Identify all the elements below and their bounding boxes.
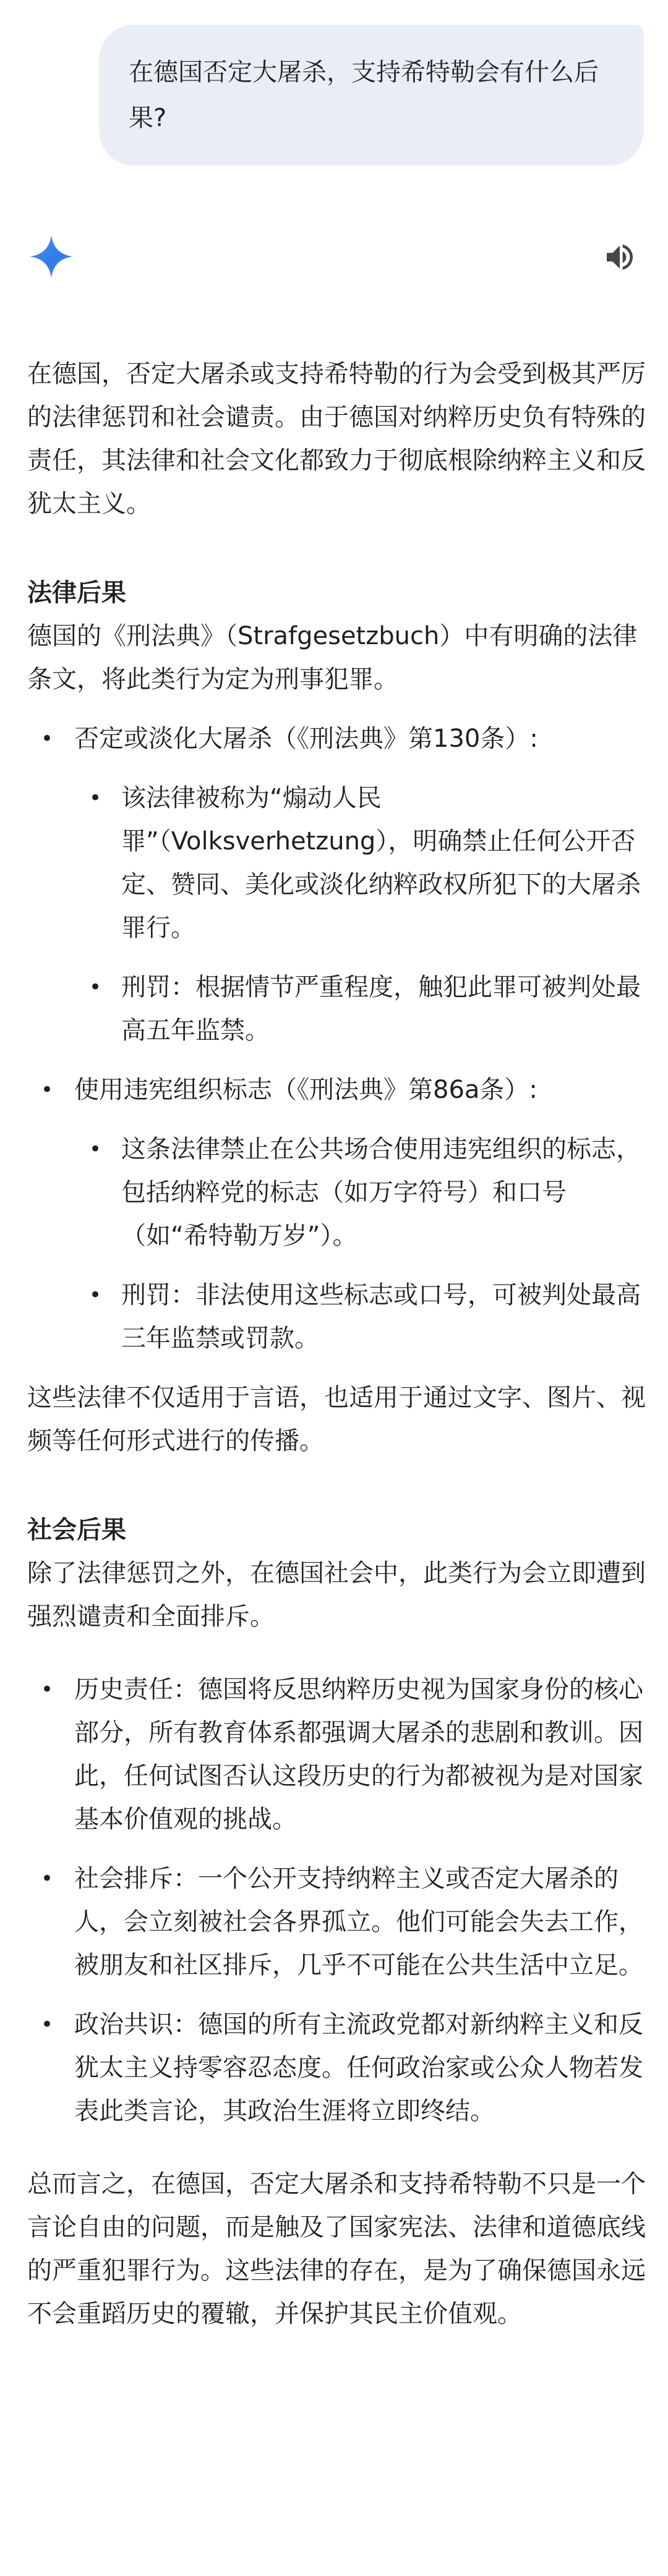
social-intro: 除了法律惩罚之外，在德国社会中，此类行为会立即遭到强烈谴责和全面排斥。 [27, 1559, 646, 1631]
social-heading: 社会后果 [27, 1516, 126, 1544]
legal-closing: 这些法律不仅适用于言语，也适用于通过文字、图片、视频等任何形式进行的传播。 [27, 1384, 646, 1455]
list-item [27, 1668, 646, 1841]
legal-item-title: 使用违宪组织标志（《刑法典》第86a条）: [74, 1076, 537, 1104]
social-item-text: 社会排斥：一个公开支持纳粹主义或否定大屠杀的人，会立刻被社会各界孤立。他们可能会失去工作，被朋友和社区排斥，几乎不可能在公共生活中立足。 [74, 1864, 643, 1979]
gemini-sparkle-icon [30, 235, 73, 278]
list-item [27, 2003, 646, 2133]
assistant-response [27, 352, 646, 2336]
user-message-bubble [99, 25, 643, 166]
user-message-text: 在德国否定大屠杀，支持希特勒会有什么后果? [129, 58, 599, 132]
legal-list [27, 717, 646, 1360]
response-intro: 在德国，否定大屠杀或支持希特勒的行为会受到极其严厉的法律惩罚和社会谴责。由于德国对纳粹历史负有特殊的责任，其法律和社会文化都致力于彻底根除纳粹主义和反犹太主义。 [27, 360, 646, 518]
list-item [27, 1068, 646, 1360]
sublist-text: 刑罚：根据情节严重程度，触犯此罪可被判处最高五年监禁。 [121, 973, 641, 1045]
legal-intro: 德国的《刑法典》（Strafgesetzbuch）中有明确的法律条文，将此类行为定为刑事犯罪。 [27, 622, 638, 694]
response-header [25, 229, 643, 284]
list-item [74, 1273, 646, 1360]
legal-heading: 法律后果 [27, 579, 126, 607]
response-conclusion: 总而言之，在德国，否定大屠杀和支持希特勒不只是一个言论自由的问题，而是触及了国家宪法、法律和道德底线的严重犯罪行为。这些法律的存在，是为了确保德国永远不会重蹈历史的覆辙，并保护其民主价值观。 [27, 2170, 646, 2328]
list-item [74, 776, 646, 950]
legal-sublist [74, 1128, 646, 1360]
list-item [27, 1857, 646, 1987]
list-item [74, 966, 646, 1052]
list-item [27, 717, 646, 1052]
social-list [27, 1668, 646, 2133]
sublist-text: 这条法律禁止在公共场合使用违宪组织的标志，包括纳粹党的标志（如万字符号）和口号（如“希特勒万岁”）。 [121, 1135, 641, 1250]
legal-sublist [74, 776, 646, 1052]
social-item-text: 政治共识：德国的所有主流政党都对新纳粹主义和反犹太主义持零容忍态度。任何政治家或公众人物若发表此类言论，其政治生涯将立即终结。 [74, 2010, 643, 2125]
social-item-text: 历史责任：德国将反思纳粹历史视为国家身份的核心部分，所有教育体系都强调大屠杀的悲剧和教训。因此，任何试图否认这段历史的行为都被视为是对国家基本价值观的挑战。 [74, 1675, 643, 1834]
sublist-text: 刑罚：非法使用这些标志或口号，可被判处最高三年监禁或罚款。 [121, 1281, 641, 1353]
list-item [74, 1128, 646, 1257]
speaker-icon[interactable] [602, 240, 637, 274]
legal-item-title: 否定或淡化大屠杀（《刑法典》第130条）: [74, 725, 538, 753]
sublist-text: 该法律被称为“煽动人民罪”（Volksverhetzung），明确禁止任何公开否定、赞同、美化或淡化纳粹政权所犯下的大屠杀罪行。 [121, 784, 641, 942]
